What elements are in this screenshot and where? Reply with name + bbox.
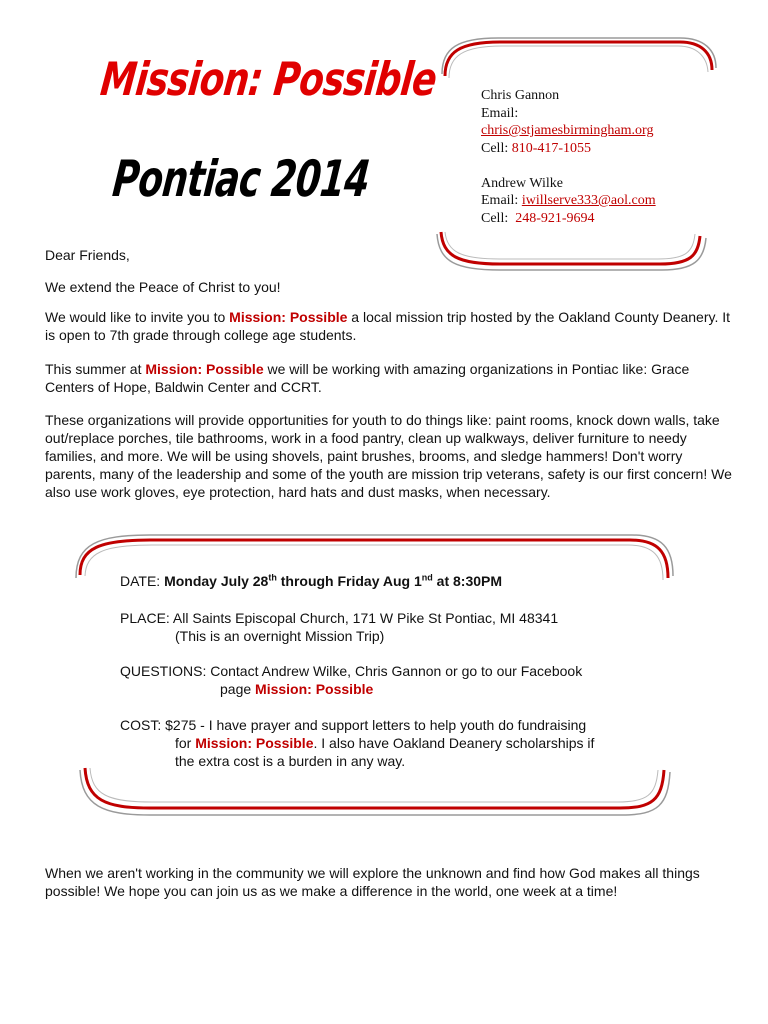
peace-line: We extend the Peace of Christ to you! bbox=[45, 279, 281, 295]
date-line: DATE: Monday July 28th through Friday Aug 1nd at 8:30PM bbox=[120, 572, 503, 589]
mission-possible-highlight: Mission: Possible bbox=[195, 735, 314, 751]
place-line: PLACE: All Saints Episcopal Church, 171 W Pike St Pontiac, MI 48341 bbox=[120, 610, 559, 626]
title-mission-possible: Mission: Possible bbox=[98, 52, 440, 106]
contact-email-link[interactable]: iwillserve333@aol.com bbox=[521, 193, 656, 208]
paragraph-invite: We would like to invite you to Mission: Possible a local mission trip hosted by the Oakland County Deanery. It is open to 7th grade through college age students. bbox=[45, 309, 731, 343]
contact-cell: 248-921-9694 bbox=[515, 210, 595, 226]
mission-possible-highlight: Mission: Possible bbox=[229, 309, 348, 325]
mission-possible-highlight: Mission: Possible bbox=[255, 681, 374, 697]
title-pontiac-2014: Pontiac 2014 bbox=[110, 150, 373, 208]
contact-email-label: Email: bbox=[481, 105, 519, 121]
questions-block: QUESTIONS: Contact Andrew Wilke, Chris Gannon or go to our Facebook page Mission: Possible bbox=[120, 662, 680, 698]
contact-box bbox=[481, 87, 731, 227]
contact-cell: 810-417-1055 bbox=[511, 140, 592, 156]
paragraph-summer: This summer at Mission: Possible we will be working with amazing organizations in Pontiac like: Grace Centers of Hope, Baldwin Center and CCRT. bbox=[45, 361, 690, 395]
contact-cell-label: Cell: bbox=[481, 140, 509, 156]
place-block bbox=[120, 609, 680, 645]
contact-email-label: Email: bbox=[481, 193, 519, 208]
contact-cell-label: Cell: bbox=[481, 210, 509, 226]
contact-name: Chris Gannon bbox=[481, 88, 560, 103]
mission-possible-highlight: Mission: Possible bbox=[145, 361, 264, 377]
cost-block: COST: $275 - I have prayer and support letters to help youth do fundraising for Mission: Possible. I also have Oakland Deanery scholarships if the extra cost is a burden in any way. bbox=[120, 716, 680, 770]
closing-paragraph: When we aren't working in the community we will explore the unknown and find how God makes all things possible! We hope you can join us as we make a difference in the world, one week at a time! bbox=[45, 865, 700, 899]
place-note: (This is an overnight Mission Trip) bbox=[175, 628, 385, 644]
cost-line: COST: $275 - I have prayer and support letters to help youth do fundraising bbox=[120, 717, 587, 733]
contact-email-link[interactable]: chris@stjamesbirmingham.org bbox=[481, 123, 654, 138]
questions-line: QUESTIONS: Contact Andrew Wilke, Chris Gannon or go to our Facebook bbox=[120, 663, 583, 679]
contact-name: Andrew Wilke bbox=[481, 175, 563, 191]
greeting: Dear Friends, bbox=[45, 247, 130, 263]
paragraph-organizations: These organizations will provide opportunities for youth to do things like: paint rooms, knock down walls, take out/replace porches, tile bathrooms, work in a food pantry, clean up walkways, deliver furniture to needy families, and more. We will be using shovels, paint brushes, brooms, and sledge hammers! Don't worry parents, many of the leadership and some of the youth are mission trip veterans, safety is our first concern! We also use work gloves, eye protection, hard hats and dust masks, when necessary. bbox=[45, 412, 732, 500]
